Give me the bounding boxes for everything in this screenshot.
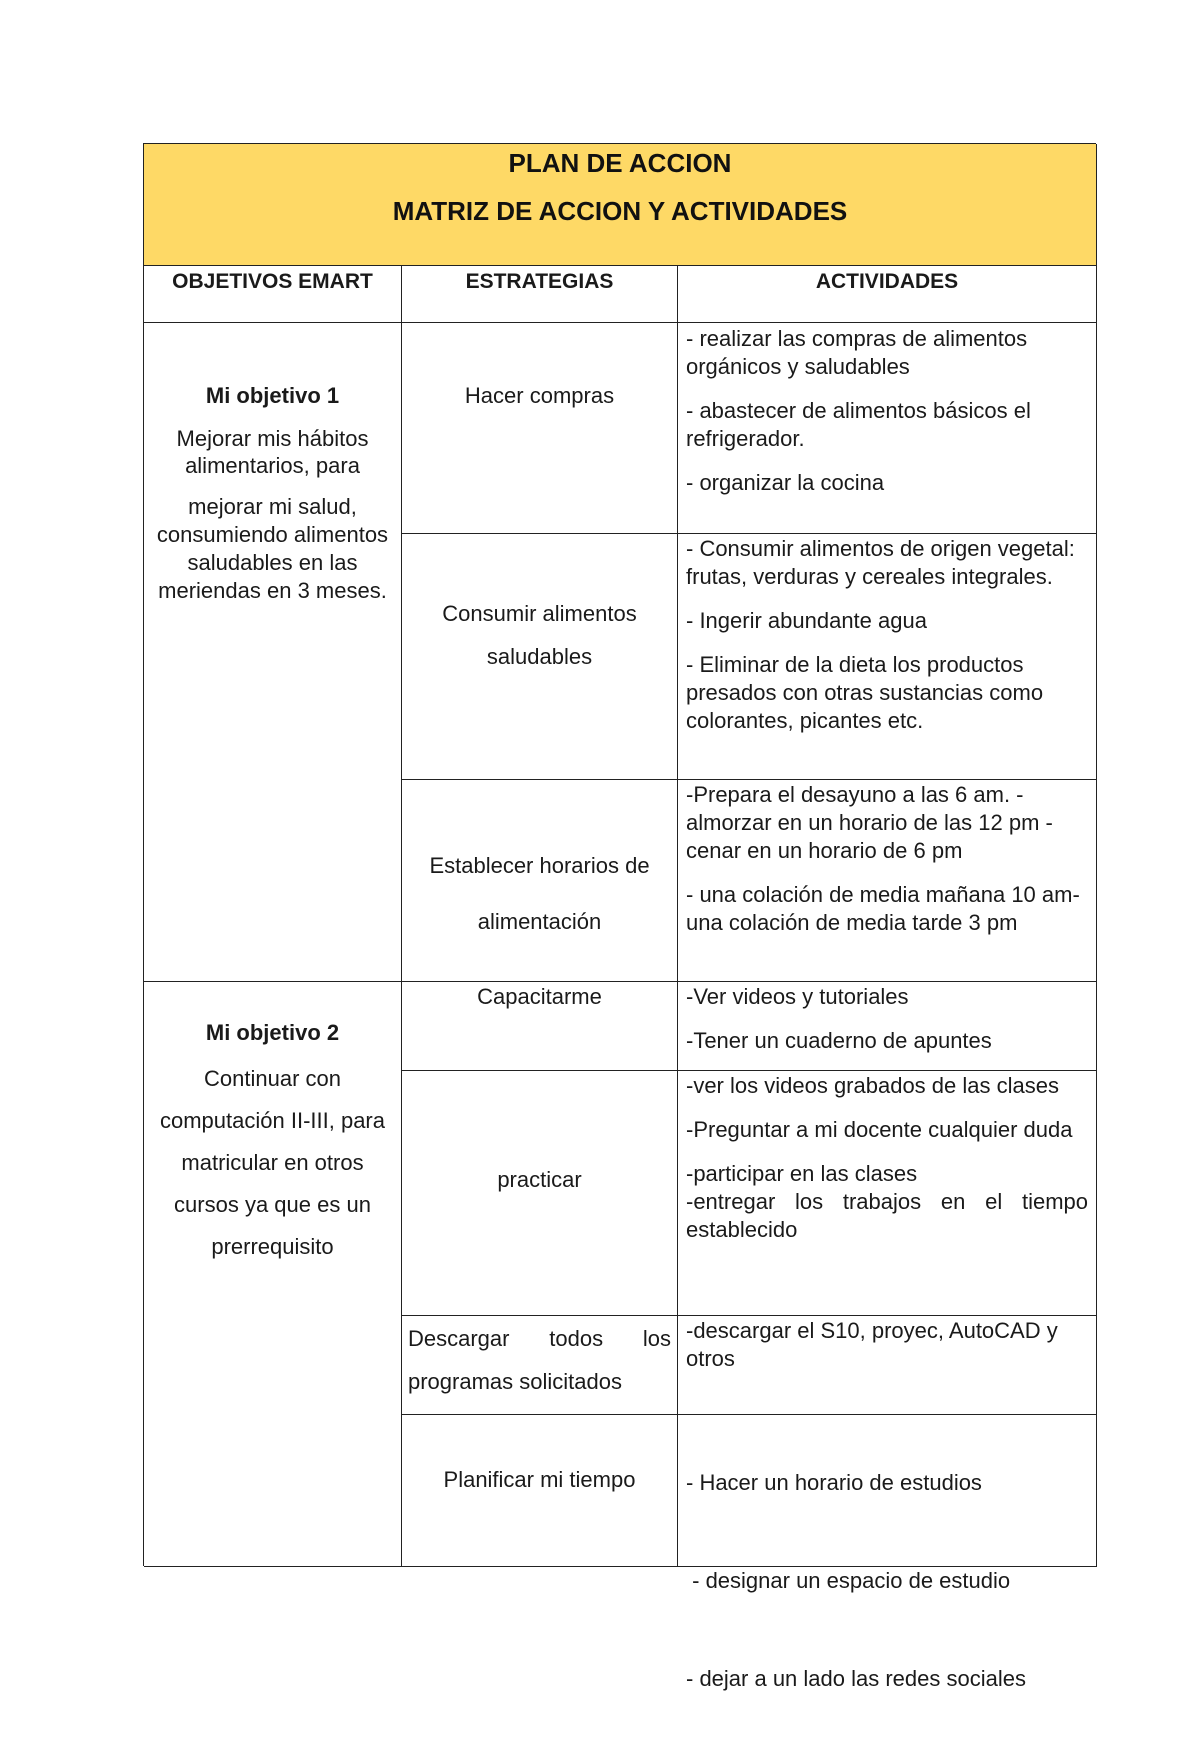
activity-item: -Preguntar a mi docente cualquier duda — [686, 1117, 1073, 1142]
objective-1-line1: Mejorar mis hábitos alimentarios, para — [176, 426, 369, 478]
table-header-band — [144, 144, 1097, 266]
activity-item: - designar un espacio de estudio — [686, 1568, 1011, 1593]
action-plan-table — [143, 143, 1096, 1691]
strategy-label: Establecer horarios de alimentación — [429, 853, 650, 934]
objective-1-cell — [144, 323, 402, 982]
activity-item: -Tener un cuaderno de apuntes — [686, 1028, 992, 1053]
objective-2-text: Continuar con computación II-III, para matricular en otros cursos ya que es un prerrequisito — [160, 1066, 385, 1259]
strategy-cell — [402, 982, 678, 1071]
activities-cell — [678, 534, 1097, 780]
strategy-label: Hacer compras — [464, 383, 615, 408]
strategy-label: Consumir alimentos saludables — [442, 601, 637, 669]
objective-1-title: Mi objetivo 1 — [205, 383, 340, 408]
activity-item: -descargar el S10, proyec, AutoCAD y otros — [686, 1318, 1058, 1371]
strategy-cell — [402, 1316, 678, 1415]
column-header-objectives: OBJETIVOS EMART — [144, 266, 402, 323]
activity-item: - una colación de media mañana 10 am-una colación de media tarde 3 pm — [686, 882, 1080, 935]
table-title: PLAN DE ACCION — [508, 148, 732, 178]
activity-item: -Ver videos y tutoriales — [686, 984, 909, 1009]
objective-2-cell — [144, 982, 402, 1567]
column-header-strategies: ESTRATEGIAS — [402, 266, 678, 323]
strategy-cell — [402, 323, 678, 534]
activities-cell — [678, 323, 1097, 534]
objective-2-title: Mi objetivo 2 — [205, 1020, 340, 1045]
table-subtitle: MATRIZ DE ACCION Y ACTIVIDADES — [392, 196, 848, 226]
activities-cell — [678, 982, 1097, 1071]
activity-item: - abastecer de alimentos básicos el refrigerador. — [686, 398, 1031, 451]
activities-cell — [678, 1071, 1097, 1316]
strategy-cell — [402, 1071, 678, 1316]
activity-item: -ver los videos grabados de las clases — [686, 1073, 1059, 1098]
column-header-activities: ACTIVIDADES — [678, 266, 1097, 323]
activities-cell — [678, 1316, 1097, 1415]
activity-item: - realizar las compras de alimentos orgánicos y saludables — [686, 326, 1028, 379]
activities-cell — [678, 780, 1097, 982]
activities-cell — [678, 1415, 1097, 1691]
strategy-cell — [402, 1415, 678, 1567]
strategy-label: practicar — [497, 1167, 582, 1192]
activity-item: - Eliminar de la dieta los productos presados con otras sustancias como colorantes, picantes etc. — [686, 652, 1044, 733]
activity-item: - organizar la cocina — [686, 470, 885, 495]
strategy-cell — [402, 534, 678, 780]
activity-item: -Prepara el desayuno a las 6 am. - almorzar en un horario de las 12 pm -cenar en un horario de 6 pm — [686, 782, 1053, 863]
strategy-cell — [402, 780, 678, 982]
strategy-label: Descargar todos los programas solicitados — [408, 1326, 671, 1394]
objective-1-line2: mejorar mi salud, consumiendo alimentos saludables en las meriendas en 3 meses. — [156, 494, 389, 603]
strategy-label: Planificar mi tiempo — [443, 1467, 636, 1492]
activity-item: - Consumir alimentos de origen vegetal: frutas, verduras y cereales integrales. — [686, 536, 1075, 589]
activity-item: -entregar los trabajos en el tiempo establecido — [686, 1189, 1088, 1242]
activity-item: - Ingerir abundante agua — [686, 608, 927, 633]
activity-item: - dejar a un lado las redes sociales — [686, 1666, 1026, 1691]
activity-item: -participar en las clases — [686, 1161, 918, 1186]
strategy-label: Capacitarme — [477, 984, 602, 1009]
activity-item: - Hacer un horario de estudios — [686, 1470, 982, 1495]
